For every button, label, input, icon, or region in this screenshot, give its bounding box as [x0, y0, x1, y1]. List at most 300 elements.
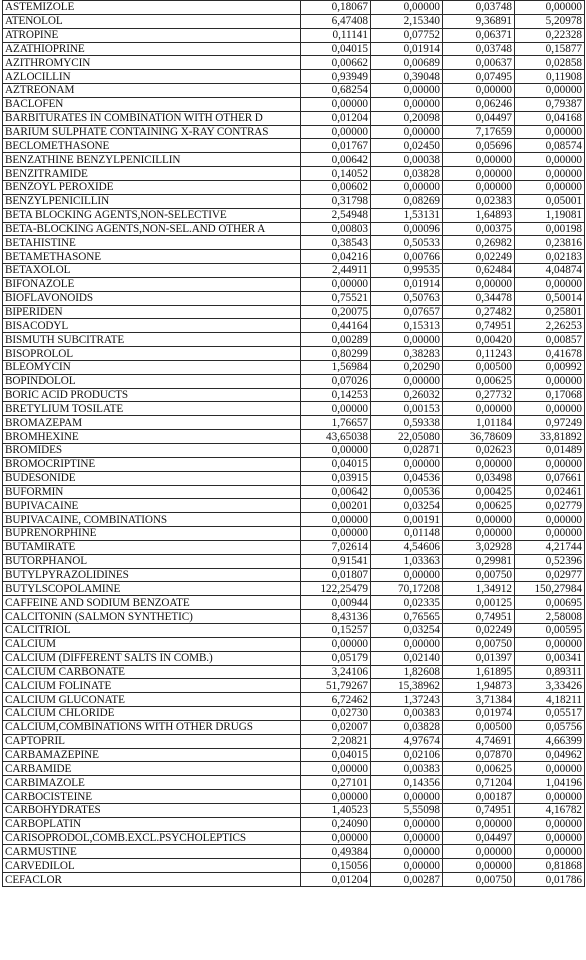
table-row [3, 831, 585, 845]
value-col-1-cell: 1,76657 [301, 416, 371, 430]
table-row [3, 790, 585, 804]
value-col-1-cell: 0,38543 [301, 236, 371, 250]
value-col-1-cell: 0,00000 [301, 527, 371, 541]
value-col-3-cell: 0,02383 [443, 194, 515, 208]
value-col-3-cell: 1,34912 [443, 582, 515, 596]
table-row [3, 1, 585, 15]
value-col-2-cell: 0,01914 [371, 277, 443, 291]
value-col-1-cell: 0,49384 [301, 845, 371, 859]
value-col-2-cell: 0,02106 [371, 748, 443, 762]
value-col-4-cell: 0,41678 [515, 347, 585, 361]
drug-name-cell: BETAXOLOL [3, 264, 301, 278]
value-col-2-cell: 0,59338 [371, 416, 443, 430]
value-col-2-cell: 1,03363 [371, 554, 443, 568]
value-col-4-cell: 2,58008 [515, 610, 585, 624]
value-col-4-cell: 0,01786 [515, 873, 585, 887]
drug-name-cell: BISACODYL [3, 319, 301, 333]
value-col-2-cell: 0,01148 [371, 527, 443, 541]
value-col-3-cell: 0,00375 [443, 222, 515, 236]
value-col-3-cell: 0,00000 [443, 527, 515, 541]
table-row [3, 222, 585, 236]
value-col-2-cell: 0,26032 [371, 388, 443, 402]
value-col-2-cell: 0,00000 [371, 859, 443, 873]
value-col-2-cell: 0,50533 [371, 236, 443, 250]
value-col-1-cell: 0,00000 [301, 402, 371, 416]
value-col-4-cell: 0,00000 [515, 277, 585, 291]
value-col-1-cell: 0,14052 [301, 167, 371, 181]
value-col-4-cell: 0,15877 [515, 42, 585, 56]
value-col-4-cell: 0,00341 [515, 651, 585, 665]
value-col-1-cell: 6,72462 [301, 693, 371, 707]
value-col-1-cell: 0,24090 [301, 817, 371, 831]
value-col-4-cell: 0,79387 [515, 97, 585, 111]
drug-name-cell: CALCIUM CARBONATE [3, 665, 301, 679]
value-col-4-cell: 0,25801 [515, 305, 585, 319]
table-row [3, 444, 585, 458]
drug-name-cell: BUFORMIN [3, 485, 301, 499]
value-col-1-cell: 0,00000 [301, 444, 371, 458]
drug-name-cell: ATROPINE [3, 28, 301, 42]
value-col-3-cell: 0,02249 [443, 250, 515, 264]
drug-name-cell: BETA BLOCKING AGENTS,NON-SELECTIVE [3, 208, 301, 222]
table-row [3, 97, 585, 111]
value-col-3-cell: 1,94873 [443, 679, 515, 693]
value-col-3-cell: 0,00625 [443, 499, 515, 513]
value-col-4-cell: 0,23816 [515, 236, 585, 250]
value-col-3-cell: 0,00000 [443, 859, 515, 873]
value-col-2-cell: 0,03254 [371, 623, 443, 637]
value-col-2-cell: 5,55098 [371, 803, 443, 817]
value-col-2-cell: 0,07657 [371, 305, 443, 319]
value-col-2-cell: 0,00383 [371, 762, 443, 776]
value-col-4-cell: 0,50014 [515, 291, 585, 305]
table-row [3, 167, 585, 181]
value-col-3-cell: 0,00125 [443, 596, 515, 610]
value-col-4-cell: 0,00000 [515, 374, 585, 388]
drug-name-cell: CARBAMIDE [3, 762, 301, 776]
value-col-2-cell: 0,00000 [371, 125, 443, 139]
drug-name-cell: BUTYLSCOPOLAMINE [3, 582, 301, 596]
drug-name-cell: CALCIUM GLUCONATE [3, 693, 301, 707]
drug-name-cell: BENZITRAMIDE [3, 167, 301, 181]
drug-name-cell: BUPIVACAINE, COMBINATIONS [3, 513, 301, 527]
value-col-2-cell: 0,00191 [371, 513, 443, 527]
value-col-4-cell: 0,11908 [515, 70, 585, 84]
drug-name-cell: CARMUSTINE [3, 845, 301, 859]
value-col-1-cell: 1,56984 [301, 360, 371, 374]
table-row [3, 679, 585, 693]
value-col-1-cell: 0,02730 [301, 707, 371, 721]
value-col-1-cell: 2,20821 [301, 734, 371, 748]
value-col-4-cell: 4,16782 [515, 803, 585, 817]
value-col-2-cell: 0,02871 [371, 444, 443, 458]
value-col-1-cell: 0,00000 [301, 125, 371, 139]
value-col-1-cell: 122,25479 [301, 582, 371, 596]
value-col-3-cell: 0,27732 [443, 388, 515, 402]
value-col-3-cell: 0,00000 [443, 513, 515, 527]
value-col-1-cell: 6,47408 [301, 14, 371, 28]
value-col-1-cell: 0,01204 [301, 111, 371, 125]
value-col-1-cell: 0,00803 [301, 222, 371, 236]
table-row [3, 250, 585, 264]
value-col-1-cell: 0,00000 [301, 97, 371, 111]
drug-name-cell: BECLOMETHASONE [3, 139, 301, 153]
drug-name-cell: BACLOFEN [3, 97, 301, 111]
value-col-4-cell: 4,21744 [515, 540, 585, 554]
value-col-4-cell: 0,00000 [515, 817, 585, 831]
value-col-4-cell: 5,20978 [515, 14, 585, 28]
value-col-4-cell: 0,02779 [515, 499, 585, 513]
value-col-4-cell: 0,89311 [515, 665, 585, 679]
table-row [3, 873, 585, 887]
value-col-1-cell: 1,40523 [301, 803, 371, 817]
value-col-3-cell: 0,00637 [443, 56, 515, 70]
value-col-3-cell: 0,00625 [443, 762, 515, 776]
table-row [3, 402, 585, 416]
drug-name-cell: ATENOLOL [3, 14, 301, 28]
value-col-3-cell: 0,06371 [443, 28, 515, 42]
value-col-4-cell: 0,00000 [515, 831, 585, 845]
table-row [3, 305, 585, 319]
value-col-2-cell: 0,00689 [371, 56, 443, 70]
value-col-3-cell: 0,27482 [443, 305, 515, 319]
value-col-3-cell: 0,06246 [443, 97, 515, 111]
value-col-1-cell: 0,00642 [301, 153, 371, 167]
table-row [3, 42, 585, 56]
table-row [3, 859, 585, 873]
value-col-2-cell: 0,03828 [371, 720, 443, 734]
value-col-3-cell: 0,00000 [443, 845, 515, 859]
value-col-4-cell: 4,66399 [515, 734, 585, 748]
table-row [3, 208, 585, 222]
value-col-4-cell: 150,27984 [515, 582, 585, 596]
value-col-3-cell: 0,00000 [443, 457, 515, 471]
value-col-2-cell: 0,99535 [371, 264, 443, 278]
drug-name-cell: BISMUTH SUBCITRATE [3, 333, 301, 347]
value-col-2-cell: 0,76565 [371, 610, 443, 624]
value-col-1-cell: 0,01807 [301, 568, 371, 582]
value-col-4-cell: 0,00000 [515, 637, 585, 651]
value-col-4-cell: 0,02461 [515, 485, 585, 499]
value-col-3-cell: 7,17659 [443, 125, 515, 139]
value-col-3-cell: 0,00750 [443, 637, 515, 651]
value-col-4-cell: 3,33426 [515, 679, 585, 693]
value-col-3-cell: 0,02623 [443, 444, 515, 458]
value-col-2-cell: 0,00038 [371, 153, 443, 167]
value-col-1-cell: 0,04015 [301, 42, 371, 56]
value-col-4-cell: 0,07661 [515, 471, 585, 485]
value-col-1-cell: 0,00000 [301, 831, 371, 845]
table-row [3, 610, 585, 624]
value-col-3-cell: 1,61895 [443, 665, 515, 679]
table-row [3, 84, 585, 98]
value-col-2-cell: 0,00000 [371, 637, 443, 651]
value-col-4-cell: 0,00992 [515, 360, 585, 374]
value-col-1-cell: 0,04216 [301, 250, 371, 264]
table-row [3, 499, 585, 513]
value-col-4-cell: 0,52396 [515, 554, 585, 568]
value-col-2-cell: 0,07752 [371, 28, 443, 42]
value-col-3-cell: 0,26982 [443, 236, 515, 250]
value-col-1-cell: 0,00000 [301, 790, 371, 804]
value-col-2-cell: 0,20290 [371, 360, 443, 374]
value-col-4-cell: 0,00595 [515, 623, 585, 637]
value-col-1-cell: 0,00289 [301, 333, 371, 347]
value-col-2-cell: 0,00000 [371, 374, 443, 388]
table-row [3, 347, 585, 361]
table-row [3, 457, 585, 471]
value-col-3-cell: 0,29981 [443, 554, 515, 568]
value-col-1-cell: 0,07026 [301, 374, 371, 388]
table-row [3, 527, 585, 541]
value-col-3-cell: 0,00000 [443, 84, 515, 98]
value-col-4-cell: 0,81868 [515, 859, 585, 873]
value-col-4-cell: 0,04168 [515, 111, 585, 125]
value-col-4-cell: 0,08574 [515, 139, 585, 153]
value-col-2-cell: 0,00000 [371, 790, 443, 804]
drug-name-cell: CALCIUM (DIFFERENT SALTS IN COMB.) [3, 651, 301, 665]
value-col-4-cell: 0,00000 [515, 167, 585, 181]
value-col-1-cell: 0,15257 [301, 623, 371, 637]
drug-name-cell: BROMOCRIPTINE [3, 457, 301, 471]
value-col-2-cell: 0,02335 [371, 596, 443, 610]
value-col-3-cell: 0,00000 [443, 402, 515, 416]
value-col-2-cell: 0,38283 [371, 347, 443, 361]
value-col-1-cell: 0,01204 [301, 873, 371, 887]
value-col-1-cell: 2,44911 [301, 264, 371, 278]
drug-name-cell: BUPIVACAINE [3, 499, 301, 513]
value-col-2-cell: 0,00287 [371, 873, 443, 887]
value-col-2-cell: 0,00766 [371, 250, 443, 264]
table-row [3, 513, 585, 527]
drug-name-cell: BARBITURATES IN COMBINATION WITH OTHER D [3, 111, 301, 125]
value-col-2-cell: 70,17208 [371, 582, 443, 596]
value-col-4-cell: 33,81892 [515, 430, 585, 444]
value-col-3-cell: 0,04497 [443, 111, 515, 125]
value-col-3-cell: 0,00187 [443, 790, 515, 804]
value-col-1-cell: 0,00944 [301, 596, 371, 610]
value-col-4-cell: 0,01489 [515, 444, 585, 458]
value-col-3-cell: 36,78609 [443, 430, 515, 444]
value-col-2-cell: 0,00000 [371, 817, 443, 831]
table-row [3, 416, 585, 430]
value-col-4-cell: 0,05001 [515, 194, 585, 208]
value-col-4-cell: 4,04874 [515, 264, 585, 278]
value-col-3-cell: 0,00420 [443, 333, 515, 347]
value-col-1-cell: 0,02007 [301, 720, 371, 734]
value-col-1-cell: 0,20075 [301, 305, 371, 319]
value-col-1-cell: 0,11141 [301, 28, 371, 42]
table-row [3, 153, 585, 167]
table-row [3, 125, 585, 139]
value-col-4-cell: 0,00000 [515, 402, 585, 416]
value-col-4-cell: 0,00000 [515, 527, 585, 541]
table-row [3, 236, 585, 250]
value-col-2-cell: 0,14356 [371, 776, 443, 790]
value-col-2-cell: 0,39048 [371, 70, 443, 84]
value-col-1-cell: 3,24106 [301, 665, 371, 679]
value-col-3-cell: 0,00425 [443, 485, 515, 499]
value-col-1-cell: 51,79267 [301, 679, 371, 693]
value-col-3-cell: 0,00000 [443, 167, 515, 181]
drug-name-cell: CARBOCISTEINE [3, 790, 301, 804]
value-col-4-cell: 4,18211 [515, 693, 585, 707]
table-row [3, 762, 585, 776]
value-col-2-cell: 1,37243 [371, 693, 443, 707]
value-col-1-cell: 2,54948 [301, 208, 371, 222]
value-col-2-cell: 0,00000 [371, 84, 443, 98]
drug-name-cell: CARBAMAZEPINE [3, 748, 301, 762]
value-col-4-cell: 0,22328 [515, 28, 585, 42]
drug-name-cell: CALCIUM,COMBINATIONS WITH OTHER DRUGS [3, 720, 301, 734]
value-col-3-cell: 0,03748 [443, 1, 515, 15]
drug-name-cell: CALCIUM CHLORIDE [3, 707, 301, 721]
value-col-1-cell: 0,15056 [301, 859, 371, 873]
value-col-4-cell: 0,00000 [515, 153, 585, 167]
drug-name-cell: BROMHEXINE [3, 430, 301, 444]
drug-name-cell: CEFACLOR [3, 873, 301, 887]
drug-name-cell: BORIC ACID PRODUCTS [3, 388, 301, 402]
value-col-4-cell: 0,00695 [515, 596, 585, 610]
value-col-3-cell: 0,00500 [443, 360, 515, 374]
table-row [3, 651, 585, 665]
drug-name-cell: BENZATHINE BENZYLPENICILLIN [3, 153, 301, 167]
value-col-3-cell: 0,05696 [443, 139, 515, 153]
drug-name-cell: BIOFLAVONOIDS [3, 291, 301, 305]
value-col-2-cell: 0,03828 [371, 167, 443, 181]
table-row [3, 180, 585, 194]
value-col-2-cell: 4,97674 [371, 734, 443, 748]
value-col-4-cell: 1,04196 [515, 776, 585, 790]
value-col-1-cell: 0,00602 [301, 180, 371, 194]
value-col-2-cell: 0,00153 [371, 402, 443, 416]
value-col-1-cell: 7,02614 [301, 540, 371, 554]
table-body [3, 1, 585, 887]
drug-name-cell: BLEOMYCIN [3, 360, 301, 374]
value-col-1-cell: 0,68254 [301, 84, 371, 98]
value-col-2-cell: 0,50763 [371, 291, 443, 305]
value-col-2-cell: 4,54606 [371, 540, 443, 554]
value-col-3-cell: 0,01974 [443, 707, 515, 721]
table-row [3, 485, 585, 499]
value-col-1-cell: 0,31798 [301, 194, 371, 208]
drug-name-cell: AZITHROMYCIN [3, 56, 301, 70]
table-row [3, 748, 585, 762]
value-col-4-cell: 1,19081 [515, 208, 585, 222]
value-col-2-cell: 1,82608 [371, 665, 443, 679]
value-col-2-cell: 0,02140 [371, 651, 443, 665]
value-col-1-cell: 0,27101 [301, 776, 371, 790]
value-col-3-cell: 0,00000 [443, 277, 515, 291]
table-row [3, 637, 585, 651]
value-col-2-cell: 0,00096 [371, 222, 443, 236]
value-col-2-cell: 0,00000 [371, 1, 443, 15]
table-row [3, 333, 585, 347]
table-row [3, 319, 585, 333]
value-col-2-cell: 0,08269 [371, 194, 443, 208]
drug-name-cell: AZTREONAM [3, 84, 301, 98]
value-col-4-cell: 0,00857 [515, 333, 585, 347]
value-col-3-cell: 0,00625 [443, 374, 515, 388]
value-col-2-cell: 0,04536 [371, 471, 443, 485]
drug-name-cell: CALCIUM FOLINATE [3, 679, 301, 693]
table-row [3, 596, 585, 610]
value-col-2-cell: 0,00000 [371, 831, 443, 845]
value-col-2-cell: 0,00383 [371, 707, 443, 721]
value-col-2-cell: 15,38962 [371, 679, 443, 693]
value-col-3-cell: 1,64893 [443, 208, 515, 222]
value-col-1-cell: 0,04015 [301, 748, 371, 762]
value-col-3-cell: 0,00000 [443, 180, 515, 194]
value-col-2-cell: 1,53131 [371, 208, 443, 222]
value-col-1-cell: 0,91541 [301, 554, 371, 568]
value-col-2-cell: 0,20098 [371, 111, 443, 125]
value-col-3-cell: 0,03498 [443, 471, 515, 485]
table-row [3, 374, 585, 388]
drug-name-cell: BROMIDES [3, 444, 301, 458]
value-col-4-cell: 0,00000 [515, 180, 585, 194]
value-col-1-cell: 0,00000 [301, 513, 371, 527]
value-col-1-cell: 0,00000 [301, 277, 371, 291]
drug-name-cell: AZATHIOPRINE [3, 42, 301, 56]
drug-name-cell: BUTAMIRATE [3, 540, 301, 554]
value-col-4-cell: 0,00000 [515, 762, 585, 776]
table-row [3, 139, 585, 153]
value-col-3-cell: 1,01184 [443, 416, 515, 430]
table-row [3, 70, 585, 84]
value-col-3-cell: 0,02249 [443, 623, 515, 637]
value-col-3-cell: 0,71204 [443, 776, 515, 790]
drug-name-cell: BUPRENORPHINE [3, 527, 301, 541]
value-col-3-cell: 9,36891 [443, 14, 515, 28]
value-col-3-cell: 0,00000 [443, 817, 515, 831]
value-col-3-cell: 3,02928 [443, 540, 515, 554]
value-col-3-cell: 0,74951 [443, 803, 515, 817]
drug-data-table [2, 0, 585, 887]
drug-name-cell: BENZOYL PEROXIDE [3, 180, 301, 194]
value-col-3-cell: 0,62484 [443, 264, 515, 278]
value-col-3-cell: 4,74691 [443, 734, 515, 748]
value-col-1-cell: 0,44164 [301, 319, 371, 333]
value-col-2-cell: 0,00000 [371, 97, 443, 111]
table-row [3, 430, 585, 444]
value-col-2-cell: 0,15313 [371, 319, 443, 333]
value-col-1-cell: 0,00000 [301, 637, 371, 651]
value-col-3-cell: 0,00000 [443, 153, 515, 167]
value-col-3-cell: 0,00500 [443, 720, 515, 734]
table-row [3, 471, 585, 485]
drug-name-cell: BARIUM SULPHATE CONTAINING X-RAY CONTRAS [3, 125, 301, 139]
table-row [3, 693, 585, 707]
value-col-1-cell: 0,05179 [301, 651, 371, 665]
table-row [3, 360, 585, 374]
value-col-1-cell: 0,04015 [301, 457, 371, 471]
value-col-4-cell: 0,00000 [515, 125, 585, 139]
value-col-4-cell: 0,02183 [515, 250, 585, 264]
value-col-1-cell: 8,43136 [301, 610, 371, 624]
value-col-4-cell: 0,00000 [515, 84, 585, 98]
value-col-2-cell: 0,01914 [371, 42, 443, 56]
table-row [3, 845, 585, 859]
value-col-2-cell: 0,00000 [371, 568, 443, 582]
table-row [3, 194, 585, 208]
value-col-1-cell: 0,80299 [301, 347, 371, 361]
table-row [3, 28, 585, 42]
value-col-4-cell: 0,00198 [515, 222, 585, 236]
drug-name-cell: CALCITONIN (SALMON SYNTHETIC) [3, 610, 301, 624]
value-col-4-cell: 0,05756 [515, 720, 585, 734]
value-col-1-cell: 0,01767 [301, 139, 371, 153]
